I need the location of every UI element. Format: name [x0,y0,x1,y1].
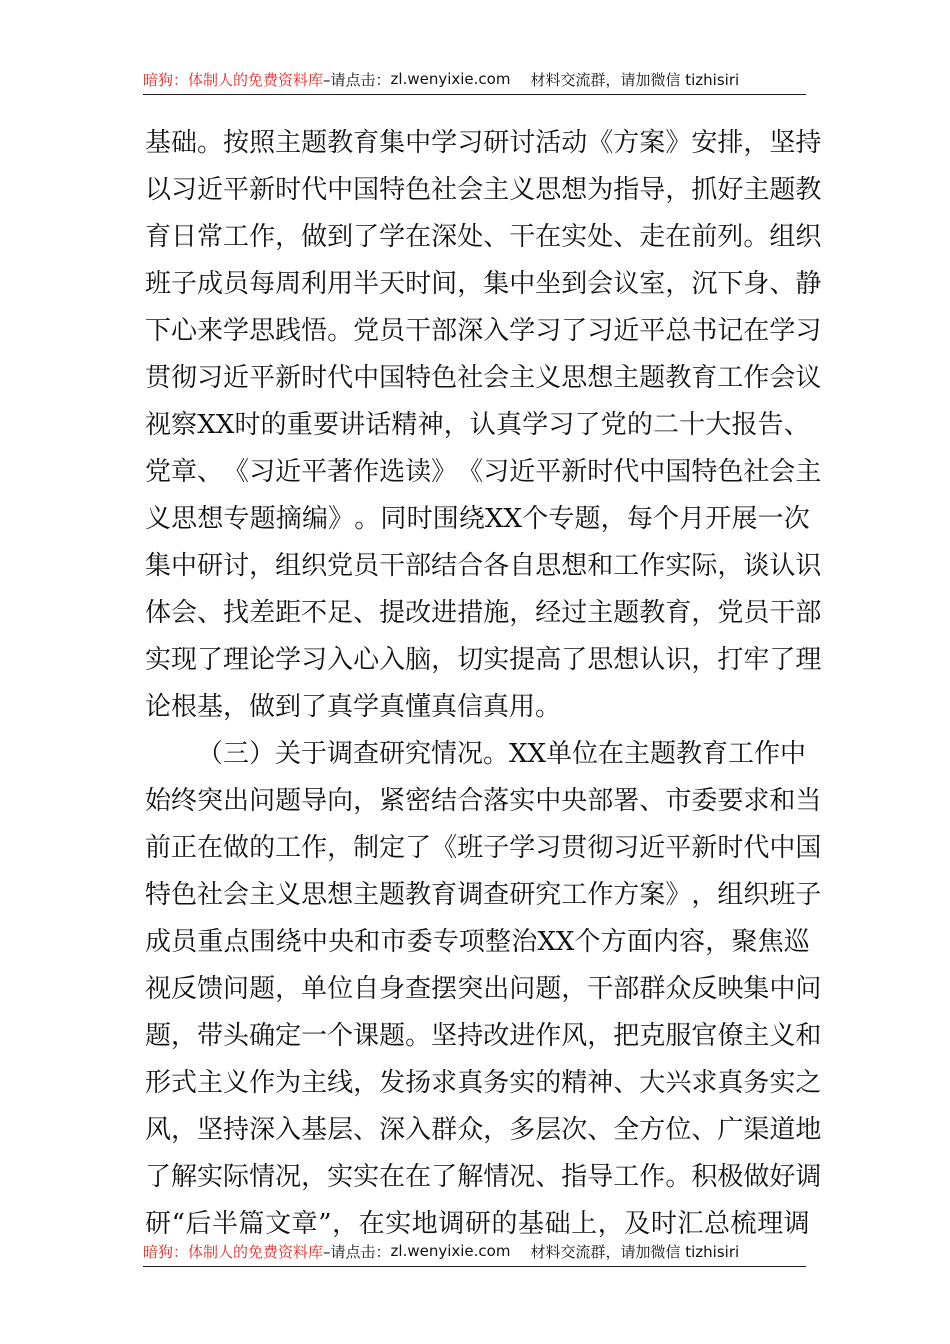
paragraph-line: 了 解 实 际 情 况 ， 实 实 在 在 了 解 情 况 、 指 导 工 作 。 积 极 做 好 调 [145,1162,822,1192]
paragraph-line: 基 础 。 按 照 主 题 教 育 集 中 学 习 研 讨 活 动 《 方 案 》 安 排 ， 坚 持 [145,128,822,158]
paragraph-line: 特 色 社 会 主 义 思 想 主 题 教 育 调 查 研 究 工 作 方 案 》 ， 组 织 班 子 [145,880,822,910]
footer-group-text: 材料交流群，请加微信 tizhisiri [530,1242,740,1261]
header-url-link[interactable]: zl.wenyixie.com [390,70,511,88]
paragraph-line: 育 日 常 工 作 ， 做 到 了 学 在 深 处 、 干 在 实 处 、 走 在 前 列 。 组 织 [145,222,822,252]
paragraph-line: 体 会 、 找 差 距 不 足 、 提 改 进 措 施 ， 经 过 主 题 教 育 ， 党 员 干 部 [145,598,822,628]
paragraph-line: 贯 彻 习 近 平 新 时 代 中 国 特 色 社 会 主 义 思 想 主 题 教 育 工 作 会 议 [145,363,822,393]
paragraph-line: 研 “ 后 半 篇 文 章 ” ， 在 实 地 调 研 的 基 础 上 ， 及 时 汇 总 梳 理 调 [145,1209,810,1239]
paragraph-line: 党 章 、 《 习 近 平 著 作 选 读 》 《 习 近 平 新 时 代 中 国 特 色 社 会 主 [145,457,822,487]
document-body [145,120,822,1248]
paragraph-line: 视 反 馈 问 题 ， 单 位 自 身 查 摆 突 出 问 题 ， 干 部 群 众 反 映 集 中 问 [145,974,822,1004]
footer-click-label: –请点击： [323,1242,391,1261]
paragraph-line: 视 察 XX 时 的 重 要 讲 话 精 神 ， 认 真 学 习 了 党 的 二 十 大 报 告 、 [145,410,810,440]
paragraph-line: 班 子 成 员 每 周 利 用 半 天 时 间 ， 集 中 坐 到 会 议 室 ， 沉 下 身 、 静 [145,269,822,299]
footer-divider [143,1266,806,1267]
paragraph-line: 风 ， 坚 持 深 入 基 层 、 深 入 群 众 ， 多 层 次 、 全 方 位 、 广 渠 道 地 [145,1115,822,1145]
footer-brand: 暗狗：体制人的免费资料库 [143,1242,324,1261]
paragraph-line: 集 中 研 讨 ， 组 织 党 员 干 部 结 合 各 自 思 想 和 工 作 实 际 ， 谈 认 识 [145,551,822,581]
header-click-label: –请点击： [323,70,391,89]
paragraph-line: 以 习 近 平 新 时 代 中 国 特 色 社 会 主 义 思 想 为 指 导 ， 抓 好 主 题 教 [145,175,822,205]
section-heading-line: （三）关于调查研究情况。XX单位在主题教育工作中 [197,739,807,769]
header-divider [143,94,806,95]
paragraph-line: 成 员 重 点 围 绕 中 央 和 市 委 专 项 整 治 XX 个 方 面 内 容 ， 聚 焦 巡 [145,927,810,957]
paragraph-line: 义 思 想 专 题 摘 编 》 。 同 时 围 绕 XX 个 专 题 ， 每 个 月 开 展 一 次 [145,504,810,534]
paragraph-line: 实 现 了 理 论 学 习 入 心 入 脑 ， 切 实 提 高 了 思 想 认 识 ， 打 牢 了 理 [145,645,822,675]
paragraph-line: 始 终 突 出 问 题 导 向 ， 紧 密 结 合 落 实 中 央 部 署 、 市 委 要 求 和 当 [145,786,822,816]
header-brand: 暗狗：体制人的免费资料库 [143,70,324,89]
paragraph-line: 下 心 来 学 思 践 悟 。 党 员 干 部 深 入 学 习 了 习 近 平 总 书 记 在 学 习 [145,316,822,346]
paragraph-line: 论根基，做到了真学真懂真信真用。 [145,692,562,722]
paragraph-line: 前 正 在 做 的 工 作 ， 制 定 了 《 班 子 学 习 贯 彻 习 近 平 新 时 代 中 国 [145,833,822,863]
footer-url-link[interactable]: zl.wenyixie.com [390,1242,511,1260]
footer-banner [143,1238,806,1264]
header-banner [143,66,806,92]
header-group-text: 材料交流群，请加微信 tizhisiri [530,70,740,89]
paragraph-line: 形 式 主 义 作 为 主 线 ， 发 扬 求 真 务 实 的 精 神 、 大 兴 求 真 务 实 之 [145,1068,822,1098]
paragraph-line: 题 ， 带 头 确 定 一 个 课 题 。 坚 持 改 进 作 风 ， 把 克 服 官 僚 主 义 和 [145,1021,822,1051]
